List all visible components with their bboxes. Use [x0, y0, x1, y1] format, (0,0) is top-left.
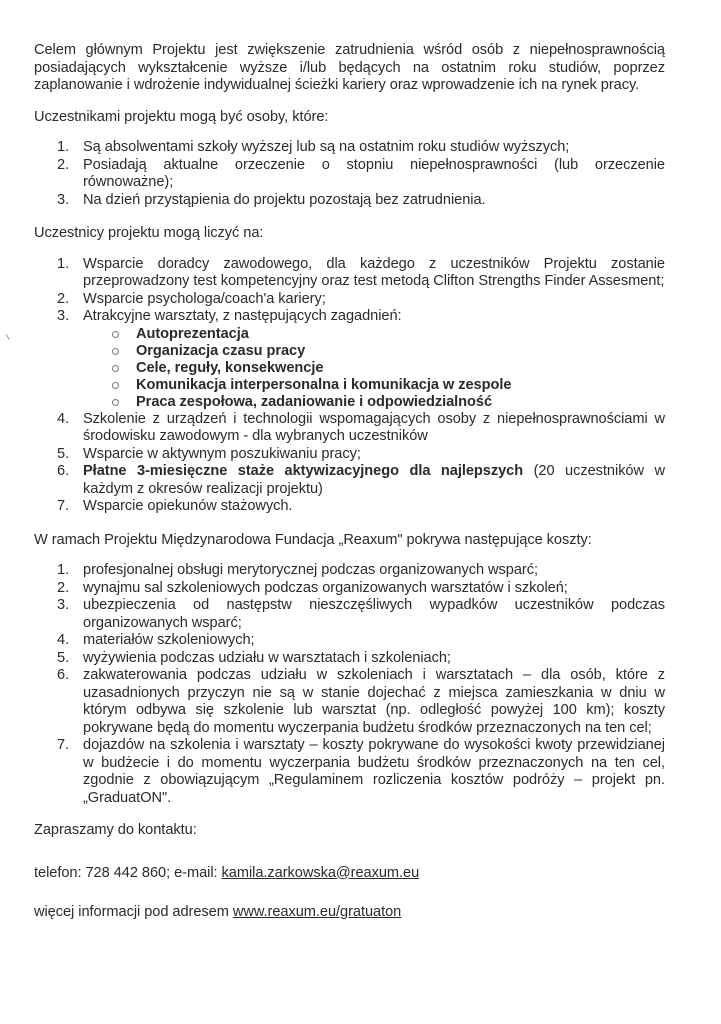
- list-item: 6. zakwaterowania podczas udziału w szkoleniach i warsztatach – dla osób, które z uzasadnionych przyczyn nie są w stanie dojechać z miejsca zamieszkania w dniu w którym odbywa się szkolenie lub warsztat (np. odległość powyżej 100 km); koszty pokrywane będą do momentu wyczerpania budżetu środków przeznaczonych na ten cel;: [57, 667, 665, 736]
- workshop-item: Autoprezentacja: [136, 326, 665, 343]
- more-info-line: więcej informacji pod adresem www.reaxum.eu/gratuaton: [34, 904, 402, 920]
- costs-list: [34, 562, 665, 807]
- intro-paragraph: Celem głównym Projektu jest zwiększenie zatrudnienia wśród osób z niepełnosprawnością posiadających wykształcenie wyższe i/lub będących na ostatnim roku studiów, poprzez zaplanowanie i wdrożenie indywidualnej ścieżki kariery oraz wprowadzenie ich na rynek pracy.: [34, 42, 665, 93]
- support-list: [34, 256, 665, 516]
- margin-mark: [6, 332, 13, 340]
- circle-bullet-icon: [112, 331, 119, 338]
- list-item: 1. profesjonalnej obsługi merytorycznej podczas organizowanych wsparć;: [57, 562, 538, 578]
- list-item: 3. Na dzień przystąpienia do projektu pozostają bez zatrudnienia.: [57, 191, 486, 208]
- list-item: 7. dojazdów na szkolenia i warsztaty – koszty pokrywane do wysokości kwoty przewidzianej w budżecie i do momentu wyczerpania budżetu środków przeznaczonych na ten cel, zgodnie z obowiązującym „Regulaminem rozliczenia kosztów podróży – projekt pn. „GraduatON".: [57, 737, 665, 806]
- workshop-item: Organizacja czasu pracy: [136, 343, 665, 360]
- workshop-item: Cele, reguły, konsekwencje: [136, 360, 665, 377]
- list-item: 7. Wsparcie opiekunów stażowych.: [57, 498, 293, 514]
- circle-bullet-icon: [112, 365, 119, 372]
- list-item: 2. Posiadają aktualne orzeczenie o stopniu niepełnosprawności (lub orzeczenie równoważne);: [57, 156, 665, 190]
- email-link[interactable]: kamila.zarkowska@reaxum.eu: [221, 864, 420, 881]
- circle-bullet-icon: [112, 348, 119, 355]
- list-item: 4. materiałów szkoleniowych;: [57, 632, 255, 648]
- list-item: 5. Wsparcie w aktywnym poszukiwaniu pracy;: [57, 445, 361, 462]
- contact-invite: Zapraszamy do kontaktu:: [34, 822, 197, 838]
- list-item: 2. Wsparcie psychologa/coach'a kariery;: [57, 290, 326, 307]
- website-link[interactable]: www.reaxum.eu/gratuaton: [232, 904, 402, 920]
- participants-lead: Uczestnikami projektu mogą być osoby, które:: [34, 108, 329, 125]
- list-item: 1. Są absolwentami szkoły wyższej lub są na ostatnim roku studiów wyższych;: [57, 139, 570, 155]
- costs-lead: W ramach Projektu Międzynarodowa Fundacja „Reaxum" pokrywa następujące koszty:: [34, 531, 592, 548]
- list-item: 4. Szkolenie z urządzeń i technologii wspomagających osoby z niepełnosprawnościami w środowisku zawodowym - dla wybranych uczestników: [57, 410, 665, 444]
- workshop-list: [136, 326, 665, 411]
- support-lead: Uczestnicy projektu mogą liczyć na:: [34, 225, 264, 241]
- list-item: 3. ubezpieczenia od następstw nieszczęśliwych wypadków uczestników podczas organizowanych wsparć;: [57, 597, 665, 631]
- list-item: 1. Wsparcie doradcy zawodowego, dla każdego z uczestników Projektu zostanie przeprowadzony test kompetencyjny oraz test metodą Clifton Strengths Finder Assesment;: [57, 255, 665, 289]
- circle-bullet-icon: [112, 399, 119, 406]
- contact-line: telefon: 728 442 860; e-mail: kamila.zarkowska@reaxum.eu: [34, 864, 420, 881]
- participants-list: [34, 139, 665, 209]
- workshop-item: Praca zespołowa, zadaniowanie i odpowiedzialność: [136, 394, 665, 411]
- list-item: 5. wyżywienia podczas udziału w warsztatach i szkoleniach;: [57, 649, 451, 666]
- list-item: 3. Atrakcyjne warsztaty, z następujących zagadnień: Autoprezentacja Organizacja czasu pracy Cele, reguły, konsekwencje Komunikacja interpersonalna i komunikacja w zespole Praca zespołowa, zadaniowanie i odpowiedzialność: [83, 308, 665, 411]
- circle-bullet-icon: [112, 382, 119, 389]
- list-item: 6. Płatne 3-miesięczne staże aktywizacyjnego dla najlepszych (20 uczestników w każdym z okresów realizacji projektu): [57, 463, 665, 497]
- list-item: 2. wynajmu sal szkoleniowych podczas organizowanych warsztatów i szkoleń;: [57, 579, 568, 596]
- workshop-item: Komunikacja interpersonalna i komunikacja w zespole: [136, 377, 665, 394]
